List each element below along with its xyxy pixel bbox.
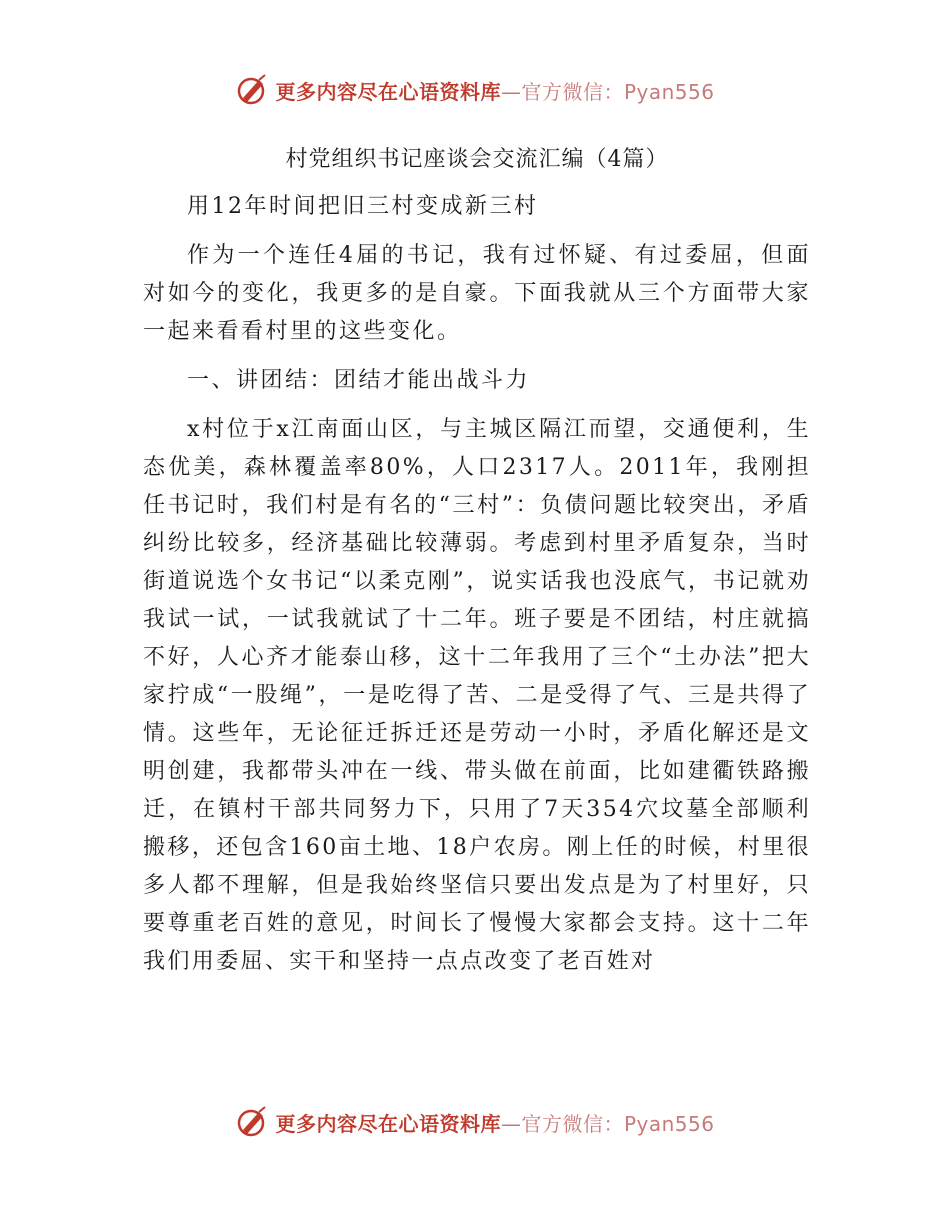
intro-paragraph: 作为一个连任4届的书记，我有过怀疑、有过委屈，但面对如今的变化，我更多的是自豪。下面我就从三个方面带大家一起来看看村里的这些变化。 (143, 243, 811, 344)
banner-text (275, 1108, 714, 1137)
pen-logo-icon (235, 72, 271, 108)
pen-logo-icon (235, 1104, 271, 1140)
document-body (143, 140, 811, 992)
banner-rest: —官方微信：Pyan556 (500, 1111, 715, 1136)
banner-rest: —官方微信：Pyan556 (500, 79, 715, 104)
banner-text (275, 76, 714, 105)
section-heading: 一、讲团结：团结才能出战斗力 (187, 368, 531, 393)
banner-highlight: 更多内容尽在心语资料库 (275, 79, 501, 104)
header-banner (0, 70, 950, 110)
footer-banner (0, 1102, 950, 1142)
banner-highlight: 更多内容尽在心语资料库 (275, 1111, 501, 1136)
body-paragraph: x村位于x江南面山区，与主城区隔江而望，交通便利，生态优美，森林覆盖率80%，人口2317人。2011年，我刚担任书记时，我们村是有名的“三村”：负债问题比较突出，矛盾纠纷比较多，经济基础比较薄弱。考虑到村里矛盾复杂，当时街道说选个女书记“以柔克刚”，说实话我也没底气，书记就劝我试一试，一试我就试了十二年。班子要是不团结，村庄就搞不好，人心齐才能泰山移，这十二年我用了三个“土办法”把大家拧成“一股绳”，一是吃得了苦、二是受得了气、三是共得了情。这些年，无论征迁拆迁还是劳动一小时，矛盾化解还是文明创建，我都带头冲在一线、带头做在前面，比如建衢铁路搬迁，在镇村干部共同努力下，只用了7天354穴坟墓全部顺利搬移，还包含160亩土地、18户农房。刚上任的时候，村里很多人都不理解，但是我始终坚信只要出发点是为了村里好，只要尊重老百姓的意见，时间长了慢慢大家都会支持。这十二年我们用委屈、实干和坚持一点点改变了老百姓对 (143, 417, 811, 974)
document-title: 村党组织书记座谈会交流汇编（4篇） (285, 147, 669, 172)
subheading: 用12年时间把旧三村变成新三村 (187, 194, 539, 219)
